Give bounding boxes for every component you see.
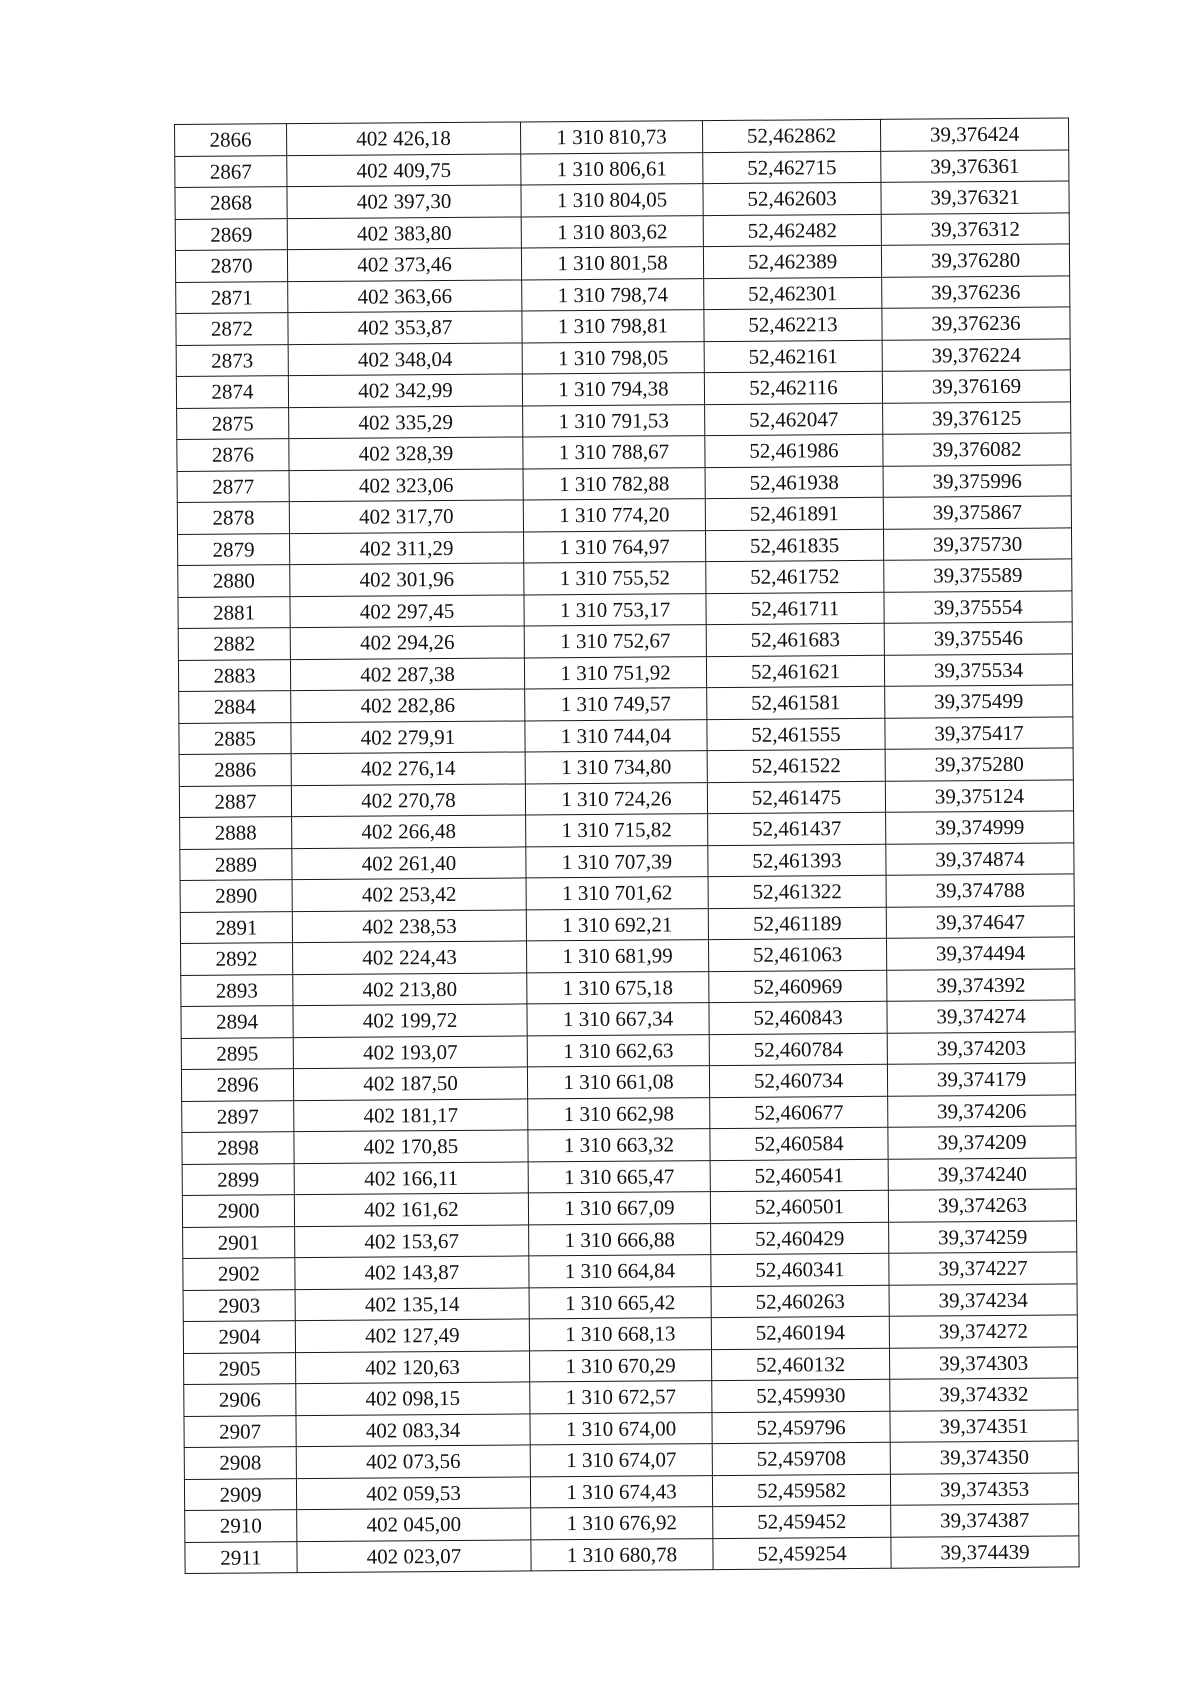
x-coordinate-cell: 402 383,80 <box>287 216 521 249</box>
point-number-cell: 2890 <box>180 880 292 912</box>
y-coordinate-cell: 1 310 794,38 <box>522 373 704 406</box>
x-coordinate-cell: 402 353,87 <box>288 311 522 344</box>
x-coordinate-cell: 402 261,40 <box>292 846 526 879</box>
latitude-cell: 52,459254 <box>713 1537 891 1570</box>
x-coordinate-cell: 402 311,29 <box>290 531 524 564</box>
point-number-cell: 2895 <box>181 1037 293 1069</box>
latitude-cell: 52,461835 <box>705 529 883 562</box>
point-number-cell: 2908 <box>184 1447 296 1479</box>
longitude-cell: 39,376361 <box>881 149 1069 182</box>
longitude-cell: 39,375730 <box>883 527 1071 560</box>
y-coordinate-cell: 1 310 752,67 <box>524 625 706 658</box>
latitude-cell: 52,460677 <box>710 1096 888 1129</box>
x-coordinate-cell: 402 282,86 <box>291 689 525 722</box>
point-number-cell: 2894 <box>181 1006 293 1038</box>
y-coordinate-cell: 1 310 663,32 <box>528 1129 710 1162</box>
y-coordinate-cell: 1 310 667,34 <box>527 1003 709 1036</box>
longitude-cell: 39,374647 <box>886 905 1074 938</box>
point-number-cell: 2882 <box>178 628 290 660</box>
y-coordinate-cell: 1 310 749,57 <box>525 688 707 721</box>
longitude-cell: 39,376224 <box>882 338 1070 371</box>
point-number-cell: 2884 <box>179 691 291 723</box>
y-coordinate-cell: 1 310 753,17 <box>524 593 706 626</box>
latitude-cell: 52,460584 <box>710 1127 888 1160</box>
point-number-cell: 2903 <box>183 1289 295 1321</box>
longitude-cell: 39,374303 <box>889 1346 1077 1379</box>
point-number-cell: 2866 <box>175 124 287 156</box>
point-number-cell: 2881 <box>178 596 290 628</box>
latitude-cell: 52,461986 <box>705 434 883 467</box>
coordinates-table-body <box>175 118 1080 1574</box>
longitude-cell: 39,374206 <box>888 1094 1076 1127</box>
latitude-cell: 52,461711 <box>706 592 884 625</box>
point-number-cell: 2877 <box>177 470 289 502</box>
y-coordinate-cell: 1 310 806,61 <box>521 152 703 185</box>
longitude-cell: 39,374179 <box>887 1063 1075 1096</box>
latitude-cell: 52,462116 <box>704 371 882 404</box>
y-coordinate-cell: 1 310 782,88 <box>523 467 705 500</box>
y-coordinate-cell: 1 310 672,57 <box>530 1381 712 1414</box>
longitude-cell: 39,374392 <box>887 968 1075 1001</box>
longitude-cell: 39,374788 <box>886 874 1074 907</box>
point-number-cell: 2875 <box>177 407 289 439</box>
latitude-cell: 52,459582 <box>712 1474 890 1507</box>
x-coordinate-cell: 402 426,18 <box>287 122 521 155</box>
x-coordinate-cell: 402 328,39 <box>289 437 523 470</box>
x-coordinate-cell: 402 181,17 <box>294 1098 528 1131</box>
point-number-cell: 2874 <box>176 376 288 408</box>
latitude-cell: 52,460501 <box>710 1190 888 1223</box>
y-coordinate-cell: 1 310 662,63 <box>527 1034 709 1067</box>
point-number-cell: 2911 <box>185 1541 297 1573</box>
y-coordinate-cell: 1 310 667,09 <box>528 1192 710 1225</box>
x-coordinate-cell: 402 083,34 <box>296 1413 530 1446</box>
x-coordinate-cell: 402 170,85 <box>294 1130 528 1163</box>
latitude-cell: 52,460194 <box>711 1316 889 1349</box>
x-coordinate-cell: 402 279,91 <box>291 720 525 753</box>
x-coordinate-cell: 402 266,48 <box>292 815 526 848</box>
point-number-cell: 2887 <box>179 785 291 817</box>
y-coordinate-cell: 1 310 661,08 <box>527 1066 709 1099</box>
point-number-cell: 2883 <box>178 659 290 691</box>
x-coordinate-cell: 402 317,70 <box>289 500 523 533</box>
latitude-cell: 52,461522 <box>707 749 885 782</box>
y-coordinate-cell: 1 310 788,67 <box>523 436 705 469</box>
point-number-cell: 2867 <box>175 155 287 187</box>
point-number-cell: 2907 <box>184 1415 296 1447</box>
y-coordinate-cell: 1 310 680,78 <box>531 1538 713 1571</box>
x-coordinate-cell: 402 135,14 <box>295 1287 529 1320</box>
longitude-cell: 39,374332 <box>890 1378 1078 1411</box>
point-number-cell: 2888 <box>180 817 292 849</box>
point-number-cell: 2889 <box>180 848 292 880</box>
y-coordinate-cell: 1 310 798,81 <box>522 310 704 343</box>
latitude-cell: 52,460132 <box>711 1348 889 1381</box>
x-coordinate-cell: 402 301,96 <box>290 563 524 596</box>
x-coordinate-cell: 402 238,53 <box>292 909 526 942</box>
x-coordinate-cell: 402 045,00 <box>297 1508 531 1541</box>
longitude-cell: 39,374263 <box>888 1189 1076 1222</box>
y-coordinate-cell: 1 310 715,82 <box>526 814 708 847</box>
longitude-cell: 39,376312 <box>881 212 1069 245</box>
point-number-cell: 2871 <box>176 281 288 313</box>
point-number-cell: 2896 <box>181 1069 293 1101</box>
longitude-cell: 39,375499 <box>885 685 1073 718</box>
latitude-cell: 52,462389 <box>703 245 881 278</box>
point-number-cell: 2873 <box>176 344 288 376</box>
point-number-cell: 2892 <box>181 943 293 975</box>
y-coordinate-cell: 1 310 701,62 <box>526 877 708 910</box>
x-coordinate-cell: 402 294,26 <box>290 626 524 659</box>
latitude-cell: 52,462301 <box>704 277 882 310</box>
y-coordinate-cell: 1 310 674,00 <box>530 1412 712 1445</box>
latitude-cell: 52,460784 <box>709 1033 887 1066</box>
x-coordinate-cell: 402 270,78 <box>291 783 525 816</box>
x-coordinate-cell: 402 348,04 <box>288 342 522 375</box>
longitude-cell: 39,375589 <box>884 559 1072 592</box>
point-number-cell: 2899 <box>182 1163 294 1195</box>
y-coordinate-cell: 1 310 662,98 <box>528 1097 710 1130</box>
point-number-cell: 2891 <box>180 911 292 943</box>
y-coordinate-cell: 1 310 676,92 <box>531 1507 713 1540</box>
x-coordinate-cell: 402 153,67 <box>295 1224 529 1257</box>
longitude-cell: 39,374274 <box>887 1000 1075 1033</box>
latitude-cell: 52,462862 <box>702 119 880 152</box>
coordinates-table <box>174 117 1080 1574</box>
latitude-cell: 52,461621 <box>706 655 884 688</box>
point-number-cell: 2910 <box>185 1510 297 1542</box>
point-number-cell: 2880 <box>178 565 290 597</box>
latitude-cell: 52,461063 <box>708 938 886 971</box>
latitude-cell: 52,461393 <box>708 844 886 877</box>
longitude-cell: 39,374240 <box>888 1157 1076 1190</box>
latitude-cell: 52,462161 <box>704 340 882 373</box>
longitude-cell: 39,374353 <box>890 1472 1078 1505</box>
latitude-cell: 52,461938 <box>705 466 883 499</box>
y-coordinate-cell: 1 310 744,04 <box>525 719 707 752</box>
latitude-cell: 52,461752 <box>706 560 884 593</box>
latitude-cell: 52,462047 <box>705 403 883 436</box>
latitude-cell: 52,459452 <box>713 1505 891 1538</box>
longitude-cell: 39,376321 <box>881 181 1069 214</box>
latitude-cell: 52,461189 <box>708 907 886 940</box>
longitude-cell: 39,375867 <box>883 496 1071 529</box>
y-coordinate-cell: 1 310 801,58 <box>521 247 703 280</box>
latitude-cell: 52,459796 <box>712 1411 890 1444</box>
latitude-cell: 52,461475 <box>707 781 885 814</box>
point-number-cell: 2872 <box>176 313 288 345</box>
latitude-cell: 52,461555 <box>707 718 885 751</box>
longitude-cell: 39,376169 <box>882 370 1070 403</box>
y-coordinate-cell: 1 310 674,07 <box>530 1444 712 1477</box>
point-number-cell: 2879 <box>178 533 290 565</box>
y-coordinate-cell: 1 310 734,80 <box>525 751 707 784</box>
y-coordinate-cell: 1 310 666,88 <box>529 1223 711 1256</box>
latitude-cell: 52,462213 <box>704 308 882 341</box>
x-coordinate-cell: 402 287,38 <box>290 657 524 690</box>
x-coordinate-cell: 402 098,15 <box>296 1382 530 1415</box>
point-number-cell: 2900 <box>182 1195 294 1227</box>
longitude-cell: 39,375546 <box>884 622 1072 655</box>
x-coordinate-cell: 402 127,49 <box>295 1319 529 1352</box>
x-coordinate-cell: 402 276,14 <box>291 752 525 785</box>
longitude-cell: 39,374259 <box>889 1220 1077 1253</box>
latitude-cell: 52,460843 <box>709 1001 887 1034</box>
point-number-cell: 2897 <box>182 1100 294 1132</box>
x-coordinate-cell: 402 297,45 <box>290 594 524 627</box>
x-coordinate-cell: 402 073,56 <box>296 1445 530 1478</box>
x-coordinate-cell: 402 397,30 <box>287 185 521 218</box>
latitude-cell: 52,459708 <box>712 1442 890 1475</box>
y-coordinate-cell: 1 310 774,20 <box>523 499 705 532</box>
x-coordinate-cell: 402 335,29 <box>289 405 523 438</box>
longitude-cell: 39,374203 <box>887 1031 1075 1064</box>
x-coordinate-cell: 402 059,53 <box>296 1476 530 1509</box>
y-coordinate-cell: 1 310 675,18 <box>527 971 709 1004</box>
longitude-cell: 39,374874 <box>886 842 1074 875</box>
point-number-cell: 2902 <box>183 1258 295 1290</box>
y-coordinate-cell: 1 310 751,92 <box>524 656 706 689</box>
point-number-cell: 2868 <box>175 187 287 219</box>
x-coordinate-cell: 402 373,46 <box>287 248 521 281</box>
longitude-cell: 39,374494 <box>886 937 1074 970</box>
point-number-cell: 2904 <box>183 1321 295 1353</box>
x-coordinate-cell: 402 224,43 <box>293 941 527 974</box>
longitude-cell: 39,375417 <box>885 716 1073 749</box>
y-coordinate-cell: 1 310 804,05 <box>521 184 703 217</box>
x-coordinate-cell: 402 363,66 <box>288 279 522 312</box>
y-coordinate-cell: 1 310 798,74 <box>522 278 704 311</box>
table-row <box>185 1535 1079 1573</box>
latitude-cell: 52,459930 <box>712 1379 890 1412</box>
latitude-cell: 52,461322 <box>708 875 886 908</box>
x-coordinate-cell: 402 187,50 <box>293 1067 527 1100</box>
y-coordinate-cell: 1 310 692,21 <box>526 908 708 941</box>
latitude-cell: 52,461891 <box>705 497 883 530</box>
latitude-cell: 52,460263 <box>711 1285 889 1318</box>
point-number-cell: 2885 <box>179 722 291 754</box>
x-coordinate-cell: 402 143,87 <box>295 1256 529 1289</box>
x-coordinate-cell: 402 323,06 <box>289 468 523 501</box>
point-number-cell: 2869 <box>175 218 287 250</box>
x-coordinate-cell: 402 193,07 <box>293 1035 527 1068</box>
longitude-cell: 39,375554 <box>884 590 1072 623</box>
latitude-cell: 52,462482 <box>703 214 881 247</box>
longitude-cell: 39,374999 <box>886 811 1074 844</box>
point-number-cell: 2878 <box>177 502 289 534</box>
point-number-cell: 2898 <box>182 1132 294 1164</box>
longitude-cell: 39,376125 <box>883 401 1071 434</box>
x-coordinate-cell: 402 409,75 <box>287 153 521 186</box>
y-coordinate-cell: 1 310 798,05 <box>522 341 704 374</box>
y-coordinate-cell: 1 310 668,13 <box>529 1318 711 1351</box>
x-coordinate-cell: 402 023,07 <box>297 1539 531 1572</box>
point-number-cell: 2893 <box>181 974 293 1006</box>
longitude-cell: 39,374350 <box>890 1441 1078 1474</box>
longitude-cell: 39,374351 <box>890 1409 1078 1442</box>
longitude-cell: 39,374227 <box>889 1252 1077 1285</box>
y-coordinate-cell: 1 310 764,97 <box>523 530 705 563</box>
y-coordinate-cell: 1 310 674,43 <box>530 1475 712 1508</box>
x-coordinate-cell: 402 253,42 <box>292 878 526 911</box>
x-coordinate-cell: 402 199,72 <box>293 1004 527 1037</box>
point-number-cell: 2886 <box>179 754 291 786</box>
longitude-cell: 39,374234 <box>889 1283 1077 1316</box>
x-coordinate-cell: 402 166,11 <box>294 1161 528 1194</box>
x-coordinate-cell: 402 213,80 <box>293 972 527 1005</box>
y-coordinate-cell: 1 310 791,53 <box>523 404 705 437</box>
latitude-cell: 52,461581 <box>707 686 885 719</box>
y-coordinate-cell: 1 310 707,39 <box>526 845 708 878</box>
point-number-cell: 2876 <box>177 439 289 471</box>
y-coordinate-cell: 1 310 803,62 <box>521 215 703 248</box>
point-number-cell: 2906 <box>184 1384 296 1416</box>
y-coordinate-cell: 1 310 665,42 <box>529 1286 711 1319</box>
point-number-cell: 2870 <box>175 250 287 282</box>
x-coordinate-cell: 402 342,99 <box>288 374 522 407</box>
point-number-cell: 2901 <box>183 1226 295 1258</box>
y-coordinate-cell: 1 310 755,52 <box>524 562 706 595</box>
longitude-cell: 39,375280 <box>885 748 1073 781</box>
y-coordinate-cell: 1 310 664,84 <box>529 1255 711 1288</box>
y-coordinate-cell: 1 310 681,99 <box>526 940 708 973</box>
latitude-cell: 52,461437 <box>708 812 886 845</box>
longitude-cell: 39,376280 <box>881 244 1069 277</box>
longitude-cell: 39,374439 <box>891 1535 1079 1568</box>
latitude-cell: 52,461683 <box>706 623 884 656</box>
y-coordinate-cell: 1 310 810,73 <box>520 121 702 154</box>
longitude-cell: 39,376236 <box>882 307 1070 340</box>
longitude-cell: 39,375124 <box>885 779 1073 812</box>
y-coordinate-cell: 1 310 670,29 <box>529 1349 711 1382</box>
latitude-cell: 52,462603 <box>703 182 881 215</box>
longitude-cell: 39,376082 <box>883 433 1071 466</box>
point-number-cell: 2909 <box>184 1478 296 1510</box>
latitude-cell: 52,460969 <box>709 970 887 1003</box>
longitude-cell: 39,374272 <box>889 1315 1077 1348</box>
longitude-cell: 39,374387 <box>891 1504 1079 1537</box>
latitude-cell: 52,460429 <box>711 1222 889 1255</box>
latitude-cell: 52,460341 <box>711 1253 889 1286</box>
longitude-cell: 39,374209 <box>888 1126 1076 1159</box>
latitude-cell: 52,462715 <box>703 151 881 184</box>
longitude-cell: 39,376424 <box>880 118 1068 151</box>
longitude-cell: 39,376236 <box>882 275 1070 308</box>
x-coordinate-cell: 402 161,62 <box>294 1193 528 1226</box>
longitude-cell: 39,375996 <box>883 464 1071 497</box>
y-coordinate-cell: 1 310 724,26 <box>525 782 707 815</box>
point-number-cell: 2905 <box>184 1352 296 1384</box>
latitude-cell: 52,460734 <box>709 1064 887 1097</box>
latitude-cell: 52,460541 <box>710 1159 888 1192</box>
x-coordinate-cell: 402 120,63 <box>296 1350 530 1383</box>
longitude-cell: 39,375534 <box>884 653 1072 686</box>
y-coordinate-cell: 1 310 665,47 <box>528 1160 710 1193</box>
